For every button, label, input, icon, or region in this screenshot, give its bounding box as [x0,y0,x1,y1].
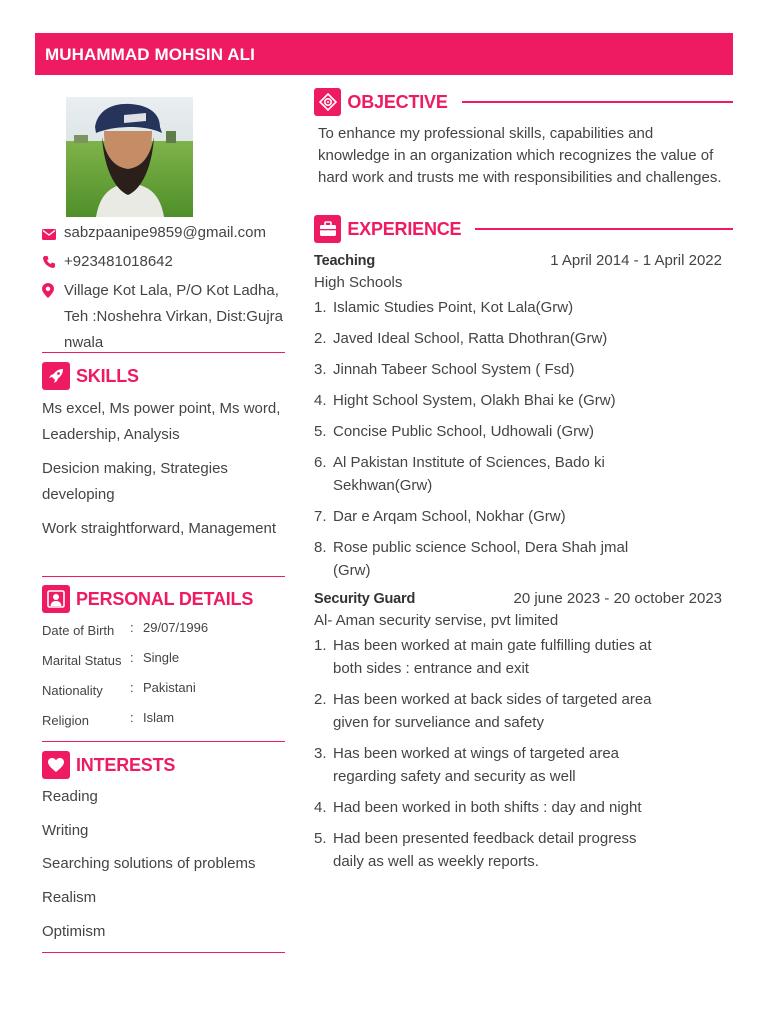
experience-heading [314,215,733,243]
list-item: 1. Has been worked at main gate fulfilling duties at both sides : entrance and exit [314,637,652,677]
phone-text[interactable]: +923481018642 [64,253,173,270]
contact-email-row [42,222,285,247]
pd-colon: : [130,620,134,635]
address-text: Village Kot Lala, P/O Kot Ladha, Teh :Noshehra Virkan, Dist:Gujranwala [64,282,283,351]
pd-value: Pakistani [143,680,196,695]
contact-divider [42,352,285,353]
pd-colon: : [130,650,134,665]
objective-title: OBJECTIVE [347,91,448,112]
rocket-icon [42,362,70,390]
job-security-guard [314,589,722,881]
pd-value: Islam [143,710,175,725]
personal-divider [42,741,285,742]
skills-divider [42,576,285,577]
interests-divider [42,952,285,953]
pd-label: Date of Birth [42,623,115,638]
job-organization: High Schools [314,274,403,291]
skills-list [42,396,285,550]
job-organization: Al- Aman security servise, pvt limited [314,612,559,629]
interest-item: Searching solutions of problems [42,855,256,873]
duty-text: Javed Ideal School, Ratta Dhothran(Grw) [333,330,608,347]
personal-details-heading [42,585,253,613]
skill-item: Work straightforward, Management [42,520,276,537]
pd-colon: : [130,680,134,695]
experience-rule [475,228,733,230]
skills-title: SKILLS [76,365,139,386]
duty-text: Has been worked at main gate fulfilling duties at both sides : entrance and exit [333,637,652,677]
duty-text: Hight School System, Olakh Bhai ke (Grw) [333,392,616,409]
job-teaching [314,251,722,590]
interest-item: Writing [42,821,89,839]
heart-icon [42,751,70,779]
contact-phone-row [42,251,285,276]
personal-details-title: PERSONAL DETAILS [76,588,254,609]
pd-row-nationality [42,680,285,710]
briefcase-icon [314,215,341,243]
duty-text: Had been presented feedback detail progress daily as well as weekly reports. [333,830,637,870]
phone-icon [42,251,64,276]
email-text[interactable]: sabzpaanipe9859@gmail.com [64,224,267,241]
list-item: 2. Has been worked at back sides of targeted area given for surveliance and safety [314,691,652,731]
pd-label: Marital Status [42,653,122,668]
candidate-name: MUHAMMAD MOHSIN ALI [45,45,255,64]
job-title: Teaching [314,253,375,269]
list-item: 7. Dar e Arqam School, Nokhar (Grw) [314,508,566,525]
list-item: 8. Rose public science School, Dera Shah jmal (Grw) [314,539,629,579]
profile-photo-image [66,97,193,217]
list-item: 4. Hight School System, Olakh Bhai ke (Grw) [314,392,616,409]
duty-text: Concise Public School, Udhowali (Grw) [333,423,594,440]
contact-info [42,222,285,360]
profile-photo [66,97,193,217]
personal-details-table [42,620,285,740]
job-header [314,589,722,609]
pd-colon: : [130,710,134,725]
interests-heading [42,751,175,779]
list-item: 3. Jinnah Tabeer School System ( Fsd) [314,361,575,378]
skill-item: Desicion making, Strategies developing [42,460,228,503]
skill-item: Ms excel, Ms power point, Ms word, Leadership, Analysis [42,400,281,443]
pd-value: 29/07/1996 [143,620,209,635]
job-dates: 20 june 2023 - 20 october 2023 [513,590,722,607]
pd-label: Nationality [42,683,103,698]
name-banner [35,33,733,75]
contact-address-row [42,280,285,356]
pd-value: Single [143,650,180,665]
objective-rule [462,101,733,103]
objective-text: To enhance my professional skills, capabilities and knowledge in an organization which recognizes the value of hard work and trusts me with responsibilities and challenges. [318,125,722,186]
duty-text: Rose public science School, Dera Shah jmal (Grw) [333,539,629,579]
pd-row-dob [42,620,285,650]
interest-item: Reading [42,788,98,805]
duty-text: Al Pakistan Institute of Sciences, Bado ki Sekhwan(Grw) [333,454,605,494]
duty-text: Has been worked at back sides of targeted area given for surveliance and safety [333,691,652,731]
job-dates: 1 April 2014 - 1 April 2022 [550,252,722,269]
experience-title: EXPERIENCE [347,218,462,239]
list-item: 5. Had been presented feedback detail progress daily as well as weekly reports. [314,830,637,870]
pd-label: Religion [42,713,89,728]
list-item: 1. Islamic Studies Point, Kot Lala(Grw) [314,299,574,316]
email-icon [42,222,64,247]
list-item: 6. Al Pakistan Institute of Sciences, Bado ki Sekhwan(Grw) [314,454,605,494]
target-icon [314,88,341,116]
interests-list [42,787,285,955]
list-item: 5. Concise Public School, Udhowali (Grw) [314,423,594,440]
list-item: 3. Has been worked at wings of targeted area regarding safety and security as well [314,745,620,785]
job-title: Security Guard [314,591,416,607]
list-item: 2. Javed Ideal School, Ratta Dhothran(Grw) [314,330,608,347]
duty-text: Islamic Studies Point, Kot Lala(Grw) [333,299,574,316]
list-item: 4. Had been worked in both shifts : day and night [314,799,642,816]
job-duties-list [314,634,722,873]
interests-title: INTERESTS [76,754,176,775]
job-duties-list [314,296,722,582]
location-pin-icon [42,280,64,305]
pd-row-marital [42,650,285,680]
duty-text: Has been worked at wings of targeted area regarding safety and security as well [333,745,620,785]
interest-item: Realism [42,889,97,907]
skills-heading [42,362,139,390]
duty-text: Jinnah Tabeer School System ( Fsd) [333,361,575,378]
objective-heading [314,88,733,116]
job-header [314,251,722,271]
duty-text: Dar e Arqam School, Nokhar (Grw) [333,508,566,525]
duty-text: Had been worked in both shifts : day and night [333,799,642,816]
interest-item: Optimism [42,922,106,940]
person-icon [42,585,70,613]
pd-row-religion [42,710,285,740]
